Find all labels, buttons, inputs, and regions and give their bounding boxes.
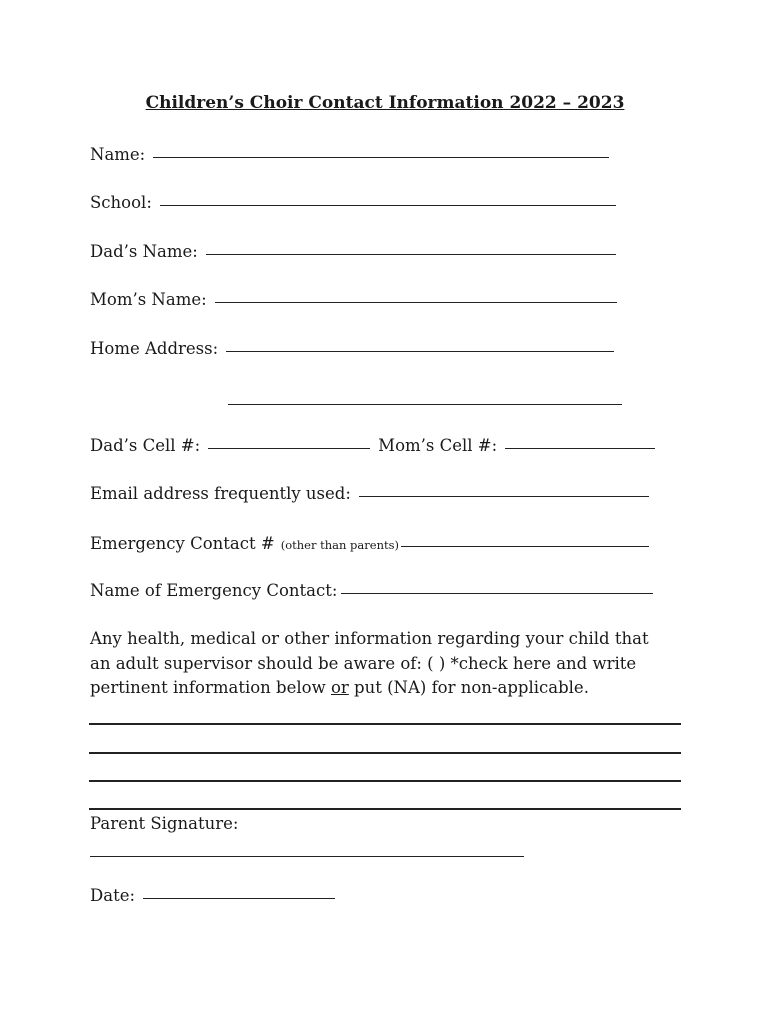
school-field-row	[90, 193, 616, 212]
health-write-line-1[interactable]	[89, 723, 681, 725]
dads-name-label: Dad’s Name:	[90, 242, 198, 261]
emergency-contact-label: Emergency Contact #	[90, 534, 275, 553]
emergency-contact-row	[90, 534, 649, 553]
name-input-line[interactable]	[153, 156, 609, 158]
email-input-line[interactable]	[359, 495, 649, 497]
email-field-row	[90, 484, 649, 503]
home-address-input-line[interactable]	[226, 350, 614, 352]
date-input-line[interactable]	[143, 897, 335, 899]
emergency-contact-input-line[interactable]	[401, 545, 649, 547]
dads-cell-label: Dad’s Cell #:	[90, 436, 201, 455]
cell-phones-row	[90, 436, 655, 455]
school-label: School:	[90, 193, 152, 212]
home-address-second-line[interactable]	[228, 404, 622, 405]
health-write-line-3[interactable]	[89, 780, 681, 782]
dads-name-field-row	[90, 242, 616, 261]
moms-cell-label: Mom’s Cell #:	[378, 436, 498, 455]
name-field-row	[90, 145, 609, 164]
moms-name-input-line[interactable]	[215, 301, 617, 303]
page-title: Children’s Choir Contact Information 2022 – 2023	[145, 93, 625, 113]
moms-name-label: Mom’s Name:	[90, 290, 207, 309]
emergency-name-input-line[interactable]	[341, 592, 653, 594]
health-write-line-2[interactable]	[89, 752, 681, 754]
dads-cell-input-line[interactable]	[208, 447, 370, 449]
date-field-row	[90, 886, 335, 905]
school-input-line[interactable]	[160, 204, 616, 206]
home-address-label: Home Address:	[90, 339, 219, 358]
health-line-3	[90, 676, 690, 701]
parent-signature-label: Parent Signature:	[90, 814, 239, 833]
health-or-underlined: or	[330, 678, 349, 697]
moms-name-field-row	[90, 290, 617, 309]
health-line-2: an adult supervisor should be aware of: ( ) *check here and write	[90, 653, 637, 673]
email-label: Email address frequently used:	[90, 484, 351, 503]
dads-name-input-line[interactable]	[206, 253, 616, 255]
health-instructions	[90, 627, 690, 701]
home-address-field-row	[90, 339, 614, 358]
health-write-line-4[interactable]	[89, 808, 681, 810]
moms-cell-input-line[interactable]	[505, 447, 655, 449]
parent-signature-line[interactable]	[90, 856, 524, 857]
health-line-3-part2: put (NA) for non-applicable.	[348, 678, 589, 697]
emergency-name-row	[90, 581, 653, 600]
emergency-contact-note: (other than parents)	[280, 538, 399, 552]
name-label: Name:	[90, 145, 146, 164]
health-line-3-part1: pertinent information below	[90, 678, 331, 697]
emergency-name-label: Name of Emergency Contact:	[90, 581, 338, 600]
parent-signature-row	[90, 814, 238, 833]
date-label: Date:	[90, 886, 136, 905]
health-line-1: Any health, medical or other information regarding your child that	[90, 629, 649, 648]
